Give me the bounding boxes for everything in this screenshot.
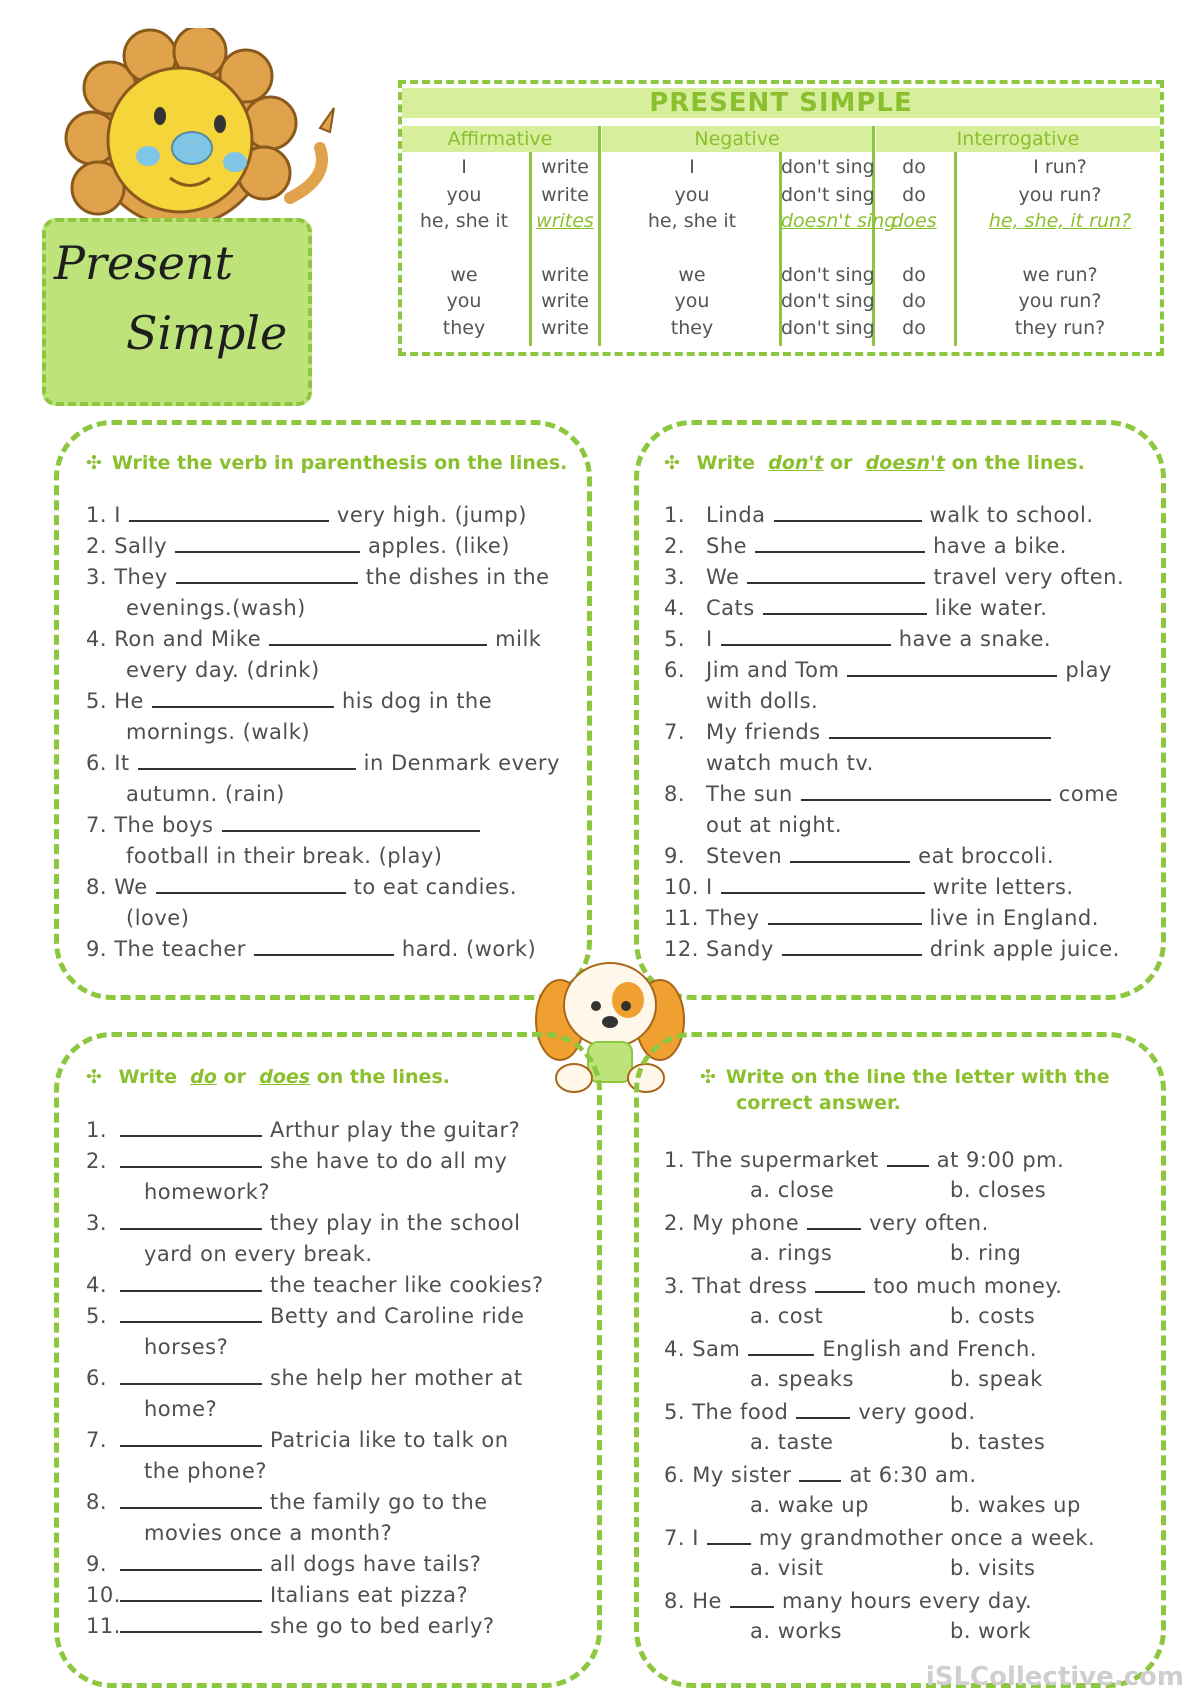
- ex2-instr-post: on the lines.: [951, 452, 1085, 474]
- ex4-option-b: b. ring: [950, 1241, 1022, 1265]
- ex4-option-a: a. cost: [750, 1304, 824, 1328]
- grammar-table: [398, 80, 1164, 356]
- ex2-number: 1.: [664, 503, 686, 527]
- table-cell: I: [461, 156, 467, 178]
- answer-blank[interactable]: [254, 954, 394, 956]
- ex1-prompt: 5. He: [86, 689, 144, 713]
- table-divider: [954, 152, 957, 346]
- ex2-continuation: live in England.: [929, 906, 1099, 930]
- ex2-continuation: travel very often.: [933, 565, 1125, 589]
- title-line1: Present: [54, 236, 234, 290]
- sparkle-icon: ✣: [86, 1066, 102, 1088]
- ex3-number: 11.: [86, 1614, 121, 1638]
- ex3-line: [112, 1118, 520, 1142]
- grammar-table-title: PRESENT SIMPLE: [402, 88, 1160, 118]
- answer-blank[interactable]: [120, 1135, 262, 1137]
- answer-blank[interactable]: [269, 644, 487, 646]
- answer-blank[interactable]: [120, 1228, 262, 1230]
- ex2-instr-pre: Write: [696, 452, 756, 474]
- ex2-word1: don't: [768, 452, 824, 474]
- answer-blank[interactable]: [790, 861, 910, 863]
- ex1-line: [86, 751, 560, 775]
- ex1-line: [126, 906, 189, 930]
- table-cell: write: [541, 290, 589, 312]
- ex1-prompt: evenings.(wash): [126, 596, 306, 620]
- answer-blank[interactable]: [138, 768, 356, 770]
- answer-blank[interactable]: [747, 582, 925, 584]
- table-cell: doesn't sing: [781, 210, 897, 232]
- ex2-line: [706, 534, 1067, 558]
- watermark: iSLCollective.com: [925, 1662, 1184, 1692]
- ex2-line: [706, 689, 818, 713]
- table-cell: you: [446, 184, 482, 206]
- ex2-continuation: drink apple juice.: [929, 937, 1120, 961]
- table-cell: do: [902, 156, 926, 178]
- ex4-question: [664, 1274, 1062, 1298]
- ex2-continuation: have a snake.: [898, 627, 1052, 651]
- ex1-line: [126, 782, 285, 806]
- table-cell: you run?: [1018, 290, 1102, 312]
- ex3-question: home?: [144, 1397, 218, 1421]
- ex1-line: [86, 689, 492, 713]
- ex2-number: 10.: [664, 875, 699, 899]
- ex3-number: 1.: [86, 1118, 108, 1142]
- ex1-prompt: 8. We: [86, 875, 148, 899]
- ex2-line: [706, 813, 842, 837]
- ex2-number: 11.: [664, 906, 699, 930]
- ex2-line: [706, 596, 1047, 620]
- ex1-line: [126, 720, 310, 744]
- table-cell: he, she it: [647, 210, 737, 232]
- ex3-question: she go to bed early?: [270, 1614, 495, 1638]
- ex3-line: [144, 1459, 267, 1483]
- exercise-4-instruction-1: [700, 1066, 1110, 1088]
- table-cell: write: [541, 264, 589, 286]
- ex2-subject: I: [706, 875, 713, 899]
- answer-blank[interactable]: [721, 892, 925, 894]
- ex2-continuation: play: [1065, 658, 1112, 682]
- table-cell: they: [670, 317, 714, 339]
- ex3-question: yard on every break.: [144, 1242, 373, 1266]
- ex4-instruction-text: Write on the line the letter with the: [725, 1066, 1110, 1088]
- table-cell: don't sing: [781, 264, 875, 286]
- ex3-question: all dogs have tails?: [270, 1552, 482, 1576]
- header-negative: Negative: [602, 126, 872, 152]
- table-cell: I: [689, 156, 695, 178]
- table-cell: write: [541, 184, 589, 206]
- ex3-question: the teacher like cookies?: [270, 1273, 544, 1297]
- ex4-option-a: a. works: [750, 1619, 842, 1643]
- ex3-number: 10.: [86, 1583, 121, 1607]
- answer-blank[interactable]: [801, 799, 1051, 801]
- ex2-number: 4.: [664, 596, 686, 620]
- ex4-question-end: my grandmother once a week.: [758, 1526, 1096, 1550]
- title-card: [42, 218, 312, 406]
- table-cell: they: [442, 317, 486, 339]
- ex3-question: she help her mother at: [270, 1366, 523, 1390]
- ex1-prompt: 1. I: [86, 503, 121, 527]
- ex3-question: homework?: [144, 1180, 270, 1204]
- ex2-subject: Sandy: [706, 937, 774, 961]
- ex4-question-start: 4. Sam: [664, 1337, 741, 1361]
- answer-blank[interactable]: [120, 1631, 262, 1633]
- ex1-prompt: every day. (drink): [126, 658, 320, 682]
- ex2-number: 6.: [664, 658, 686, 682]
- ex2-number: 5.: [664, 627, 686, 651]
- table-cell: I run?: [1033, 156, 1087, 178]
- answer-blank[interactable]: [152, 706, 334, 708]
- ex2-line: [706, 720, 1059, 744]
- ex1-continuation: apples. (like): [368, 534, 510, 558]
- lion-mane-icon: [66, 28, 334, 226]
- ex2-line: [706, 751, 874, 775]
- table-cell: he, she it: [419, 210, 509, 232]
- exercise-3-instruction: [86, 1066, 450, 1088]
- ex3-line: [144, 1335, 228, 1359]
- ex1-line: [86, 627, 541, 651]
- table-cell: do: [902, 184, 926, 206]
- ex4-question-end: very often.: [869, 1211, 989, 1235]
- sparkle-icon: ✣: [700, 1066, 716, 1088]
- table-cell: do: [902, 317, 926, 339]
- ex2-subject: Steven: [706, 844, 783, 868]
- answer-blank[interactable]: [807, 1228, 861, 1230]
- table-cell: he, she, it run?: [988, 210, 1132, 232]
- ex2-continuation: like water.: [934, 596, 1048, 620]
- ex2-continuation: come: [1058, 782, 1119, 806]
- ex1-line: [86, 503, 527, 527]
- table-cell: we run?: [1022, 264, 1098, 286]
- answer-blank[interactable]: [774, 520, 922, 522]
- table-cell: does: [891, 210, 937, 232]
- table-cell: you: [674, 290, 710, 312]
- ex1-line: [86, 565, 550, 589]
- ex3-line: [112, 1211, 521, 1235]
- ex2-subject: out at night.: [706, 813, 843, 837]
- ex1-prompt: mornings. (walk): [126, 720, 311, 744]
- ex2-line: [706, 565, 1124, 589]
- ex4-question-end: at 9:00 pm.: [936, 1148, 1065, 1172]
- ex3-number: 3.: [86, 1211, 108, 1235]
- answer-blank[interactable]: [120, 1507, 262, 1509]
- ex3-question: the phone?: [144, 1459, 268, 1483]
- exercise-2-instruction: [664, 452, 1085, 474]
- title-line2: Simple: [126, 306, 288, 360]
- ex3-line: [112, 1552, 481, 1576]
- sparkle-icon: ✣: [86, 452, 102, 474]
- answer-blank[interactable]: [815, 1291, 865, 1293]
- ex3-line: [112, 1428, 509, 1452]
- ex3-instr-pre: Write: [118, 1066, 178, 1088]
- table-cell: writes: [536, 210, 594, 232]
- table-cell: don't sing: [781, 156, 875, 178]
- answer-blank[interactable]: [120, 1166, 262, 1168]
- ex3-question: Betty and Caroline ride: [270, 1304, 525, 1328]
- answer-blank[interactable]: [768, 923, 922, 925]
- ex4-question: [664, 1400, 976, 1424]
- answer-blank[interactable]: [175, 551, 360, 553]
- answer-blank[interactable]: [847, 675, 1057, 677]
- answer-blank[interactable]: [721, 644, 891, 646]
- answer-blank[interactable]: [887, 1165, 929, 1167]
- ex1-line: [86, 875, 517, 899]
- ex4-question-start: 2. My phone: [664, 1211, 800, 1235]
- table-divider: [598, 126, 601, 346]
- ex2-number: 3.: [664, 565, 686, 589]
- table-cell: you: [446, 290, 482, 312]
- ex2-line: [706, 937, 1120, 961]
- ex2-subject: They: [706, 906, 760, 930]
- ex4-question-end: too much money.: [873, 1274, 1063, 1298]
- ex4-option-a: a. rings: [750, 1241, 833, 1265]
- answer-blank[interactable]: [748, 1354, 814, 1356]
- table-cell: write: [541, 317, 589, 339]
- ex1-continuation: the dishes in the: [365, 565, 550, 589]
- table-cell: do: [902, 290, 926, 312]
- answer-blank[interactable]: [755, 551, 925, 553]
- ex3-question: the family go to the: [270, 1490, 488, 1514]
- ex3-question: Patricia like to talk on: [270, 1428, 509, 1452]
- ex1-prompt: 4. Ron and Mike: [86, 627, 262, 651]
- ex3-question: she have to do all my: [270, 1149, 508, 1173]
- ex4-option-b: b. wakes up: [950, 1493, 1081, 1517]
- ex1-continuation: hard. (work): [401, 937, 537, 961]
- answer-blank[interactable]: [120, 1445, 262, 1447]
- ex2-continuation: walk to school.: [929, 503, 1094, 527]
- answer-blank[interactable]: [829, 737, 1051, 739]
- ex4-option-a: a. wake up: [750, 1493, 869, 1517]
- answer-blank[interactable]: [222, 830, 480, 832]
- answer-blank[interactable]: [799, 1480, 841, 1482]
- ex3-question: horses?: [144, 1335, 229, 1359]
- ex1-line: [86, 534, 510, 558]
- ex3-question: movies once a month?: [144, 1521, 393, 1545]
- ex2-line: [706, 627, 1051, 651]
- ex3-line: [144, 1180, 270, 1204]
- table-cell: you run?: [1018, 184, 1102, 206]
- table-cell: don't sing: [781, 184, 875, 206]
- ex3-instr-mid: or: [223, 1066, 246, 1088]
- ex3-line: [144, 1521, 392, 1545]
- ex1-prompt: 6. It: [86, 751, 130, 775]
- ex4-option-a: a. taste: [750, 1430, 834, 1454]
- answer-blank[interactable]: [796, 1417, 850, 1419]
- answer-blank[interactable]: [707, 1543, 751, 1545]
- ex2-subject: Jim and Tom: [706, 658, 840, 682]
- answer-blank[interactable]: [763, 613, 927, 615]
- ex1-prompt: 2. Sally: [86, 534, 168, 558]
- ex2-subject: My friends: [706, 720, 821, 744]
- ex4-option-a: a. visit: [750, 1556, 824, 1580]
- ex2-continuation: have a bike.: [933, 534, 1067, 558]
- ex1-continuation: to eat candies.: [353, 875, 518, 899]
- ex1-line: [126, 658, 320, 682]
- ex3-number: 6.: [86, 1366, 108, 1390]
- ex3-number: 9.: [86, 1552, 108, 1576]
- ex4-question-start: 8. He: [664, 1589, 722, 1613]
- ex2-line: [706, 503, 1094, 527]
- answer-blank[interactable]: [782, 954, 922, 956]
- ex3-word1: do: [190, 1066, 217, 1088]
- ex1-line: [126, 844, 442, 868]
- header-affirmative: Affirmative: [402, 126, 598, 152]
- answer-blank[interactable]: [120, 1569, 262, 1571]
- ex2-continuation: write letters.: [932, 875, 1074, 899]
- table-cell: do: [902, 264, 926, 286]
- ex3-number: 5.: [86, 1304, 108, 1328]
- answer-blank[interactable]: [156, 892, 346, 894]
- ex2-instr-mid: or: [829, 452, 853, 474]
- answer-blank[interactable]: [129, 520, 329, 522]
- ex4-question-start: 6. My sister: [664, 1463, 792, 1487]
- ex4-question: [664, 1337, 1037, 1361]
- answer-blank[interactable]: [176, 582, 358, 584]
- ex4-option-b: b. speak: [950, 1367, 1043, 1391]
- ex4-option-b: b. tastes: [950, 1430, 1046, 1454]
- ex2-subject: Linda: [706, 503, 766, 527]
- ex2-subject: We: [706, 565, 740, 589]
- table-cell: write: [541, 156, 589, 178]
- ex1-prompt: autumn. (rain): [126, 782, 285, 806]
- ex2-subject: Cats: [706, 596, 755, 620]
- ex2-number: 12.: [664, 937, 699, 961]
- ex4-question: [664, 1526, 1095, 1550]
- table-cell: you: [674, 184, 710, 206]
- ex1-continuation: his dog in the: [341, 689, 493, 713]
- table-cell: they run?: [1014, 317, 1106, 339]
- ex3-question: Arthur play the guitar?: [270, 1118, 521, 1142]
- answer-blank[interactable]: [730, 1606, 774, 1608]
- ex1-continuation: milk: [495, 627, 542, 651]
- ex1-instruction-text: Write the verb in parenthesis on the lines.: [111, 452, 568, 474]
- ex4-question-end: many hours every day.: [781, 1589, 1033, 1613]
- ex2-continuation: eat broccoli.: [918, 844, 1054, 868]
- ex4-question: [664, 1589, 1032, 1613]
- table-cell: we: [450, 264, 478, 286]
- ex4-question: [664, 1148, 1064, 1172]
- ex2-number: 8.: [664, 782, 686, 806]
- ex4-question-start: 7. I: [664, 1526, 699, 1550]
- ex3-number: 7.: [86, 1428, 108, 1452]
- answer-blank[interactable]: [120, 1321, 262, 1323]
- ex1-prompt: football in their break. (play): [126, 844, 443, 868]
- ex4-question-start: 1. The supermarket: [664, 1148, 879, 1172]
- ex2-subject: with dolls.: [706, 689, 819, 713]
- ex1-line: [126, 596, 306, 620]
- ex3-line: [112, 1490, 488, 1514]
- ex3-line: [112, 1304, 524, 1328]
- ex4-option-b: b. visits: [950, 1556, 1036, 1580]
- ex4-question: [664, 1211, 989, 1235]
- ex2-number: 9.: [664, 844, 686, 868]
- ex4-option-a: a. speaks: [750, 1367, 854, 1391]
- exercise-1-instruction: [86, 452, 567, 474]
- ex3-line: [112, 1366, 523, 1390]
- ex3-question: they play in the school: [270, 1211, 521, 1235]
- ex4-question: [664, 1463, 977, 1487]
- header-interrogative: Interrogative: [876, 126, 1160, 152]
- ex2-number: 2.: [664, 534, 686, 558]
- ex2-number: 7.: [664, 720, 686, 744]
- ex3-line: [112, 1273, 544, 1297]
- ex3-instr-post: on the lines.: [316, 1066, 450, 1088]
- ex3-line: [112, 1583, 468, 1607]
- ex3-word2: does: [259, 1066, 311, 1088]
- answer-blank[interactable]: [120, 1383, 262, 1385]
- ex3-line: [112, 1614, 495, 1638]
- exercise-4-instruction-2: correct answer.: [736, 1092, 901, 1114]
- ex2-subject: watch much tv.: [706, 751, 874, 775]
- ex1-line: [86, 937, 536, 961]
- ex3-line: [112, 1149, 507, 1173]
- ex3-line: [144, 1242, 373, 1266]
- ex1-prompt: (love): [126, 906, 190, 930]
- ex2-line: [706, 875, 1074, 899]
- table-cell: don't sing: [781, 290, 875, 312]
- sparkle-icon: ✣: [664, 452, 680, 474]
- table-cell: we: [678, 264, 706, 286]
- ex2-line: [706, 906, 1099, 930]
- ex4-option-b: b. work: [950, 1619, 1031, 1643]
- ex2-line: [706, 658, 1112, 682]
- ex1-continuation: in Denmark every: [363, 751, 560, 775]
- ex4-question-start: 5. The food: [664, 1400, 789, 1424]
- ex2-word2: doesn't: [865, 452, 945, 474]
- ex2-subject: She: [706, 534, 748, 558]
- ex3-question: Italians eat pizza?: [270, 1583, 469, 1607]
- ex4-option-b: b. closes: [950, 1178, 1047, 1202]
- ex4-question-end: very good.: [858, 1400, 976, 1424]
- ex2-line: [706, 782, 1119, 806]
- ex4-question-end: English and French.: [822, 1337, 1038, 1361]
- ex2-line: [706, 844, 1054, 868]
- answer-blank[interactable]: [120, 1290, 262, 1292]
- table-cell: don't sing: [781, 317, 875, 339]
- answer-blank[interactable]: [120, 1600, 262, 1602]
- ex4-option-a: a. close: [750, 1178, 835, 1202]
- ex3-line: [144, 1397, 217, 1421]
- ex1-prompt: 3. They: [86, 565, 168, 589]
- ex4-question-start: 3. That dress: [664, 1274, 808, 1298]
- ex4-question-end: at 6:30 am.: [849, 1463, 977, 1487]
- ex4-option-b: b. costs: [950, 1304, 1036, 1328]
- ex3-number: 2.: [86, 1149, 108, 1173]
- ex3-number: 4.: [86, 1273, 108, 1297]
- ex3-number: 8.: [86, 1490, 108, 1514]
- ex1-continuation: very high. (jump): [336, 503, 527, 527]
- ex2-subject: The sun: [706, 782, 793, 806]
- ex1-prompt: 9. The teacher: [86, 937, 246, 961]
- ex2-subject: I: [706, 627, 713, 651]
- ex1-line: [86, 813, 488, 837]
- ex1-prompt: 7. The boys: [86, 813, 214, 837]
